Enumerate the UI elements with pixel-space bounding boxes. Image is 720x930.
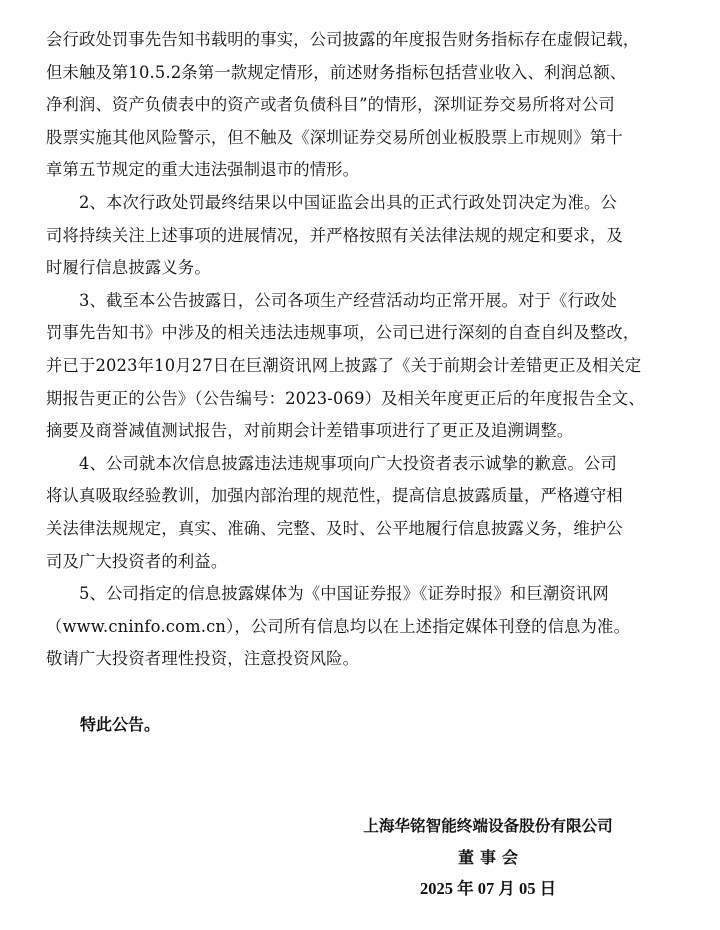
announcement-date: 2025 年 07 月 05 日 [419,879,557,898]
text-line: 时履行信息披露义务。 [46,258,211,278]
text-line: 罚事先告知书》中涉及的相关违法违规事项，公司已进行深刻的自查自纠及整改， [46,323,640,343]
text-line: 会行政处罚事先告知书载明的事实，公司披露的年度报告财务指标存在虚假记载， [46,30,640,49]
text-line: 司将持续关注上述事项的进展情况，并严格按照有关法律法规的规定和要求，及 [46,225,623,245]
signature-block [340,810,636,904]
paragraph-item-3 [46,285,645,448]
paragraph-item-4 [46,448,636,578]
text-line: 将认真吸取经验教训，加强内部治理的规范性，提高信息披露质量，严格遵守相 [46,486,623,506]
text-line: 摘要及商誉减值测试报告，对前期会计差错事项进行了更正及追溯调整。 [46,421,574,441]
text-line: 章第五节规定的重大违法强制退市的情形。 [46,160,360,180]
text-line: 净利润、资产负债表中的资产或者负债科目”的情形，深圳证券交易所将对公司 [46,95,615,115]
text-line: 4、公司就本次信息披露违法违规事项向广大投资者表示诚挚的歉意。公司 [79,453,617,473]
text-line: 司及广大投资者的利益。 [46,551,228,571]
text-line: 2、本次行政处罚最终结果以中国证监会出具的正式行政处罚决定为准。公 [79,192,617,212]
board-of-directors: 董事会 [457,848,524,867]
text-line: 5、公司指定的信息披露媒体为《中国证券报》《证券时报》和巨潮资讯网 [79,584,609,604]
text-line: （www.cninfo.com.cn），公司所有信息均以在上述指定媒体刊登的信息为准。 [46,616,630,636]
text-line: 并已于2023年10月27日在巨潮资讯网上披露了《关于前期会计差错更正及相关定 [46,355,642,375]
paragraph-item-2 [46,187,636,285]
announcement-body [46,24,645,676]
company-name: 上海华铭智能终端设备股份有限公司 [363,817,613,835]
text-line: 期报告更正的公告》（公告编号：2023-069）及相关年度更正后的年度报告全文、 [46,388,645,408]
paragraph-item-5 [46,578,636,676]
text-line: 关法律法规规定，真实、准确、完整、及时、公平地履行信息披露义务，维护公 [46,518,623,538]
text-line: 3、截至本公告披露日，公司各项生产经营活动均正常开展。对于《行政处 [79,290,617,310]
text-line: 但未触及第10.5.2条第一款规定情形，前述财务指标包括营业收入、利润总额、 [46,62,627,82]
closing-statement: 特此公告。 [80,715,161,734]
paragraph-1-continuation [46,24,640,187]
text-line: 敬请广大投资者理性投资，注意投资风险。 [46,649,360,669]
text-line: 股票实施其他风险警示，但不触及《深圳证券交易所创业板股票上市规则》第十 [46,127,623,147]
